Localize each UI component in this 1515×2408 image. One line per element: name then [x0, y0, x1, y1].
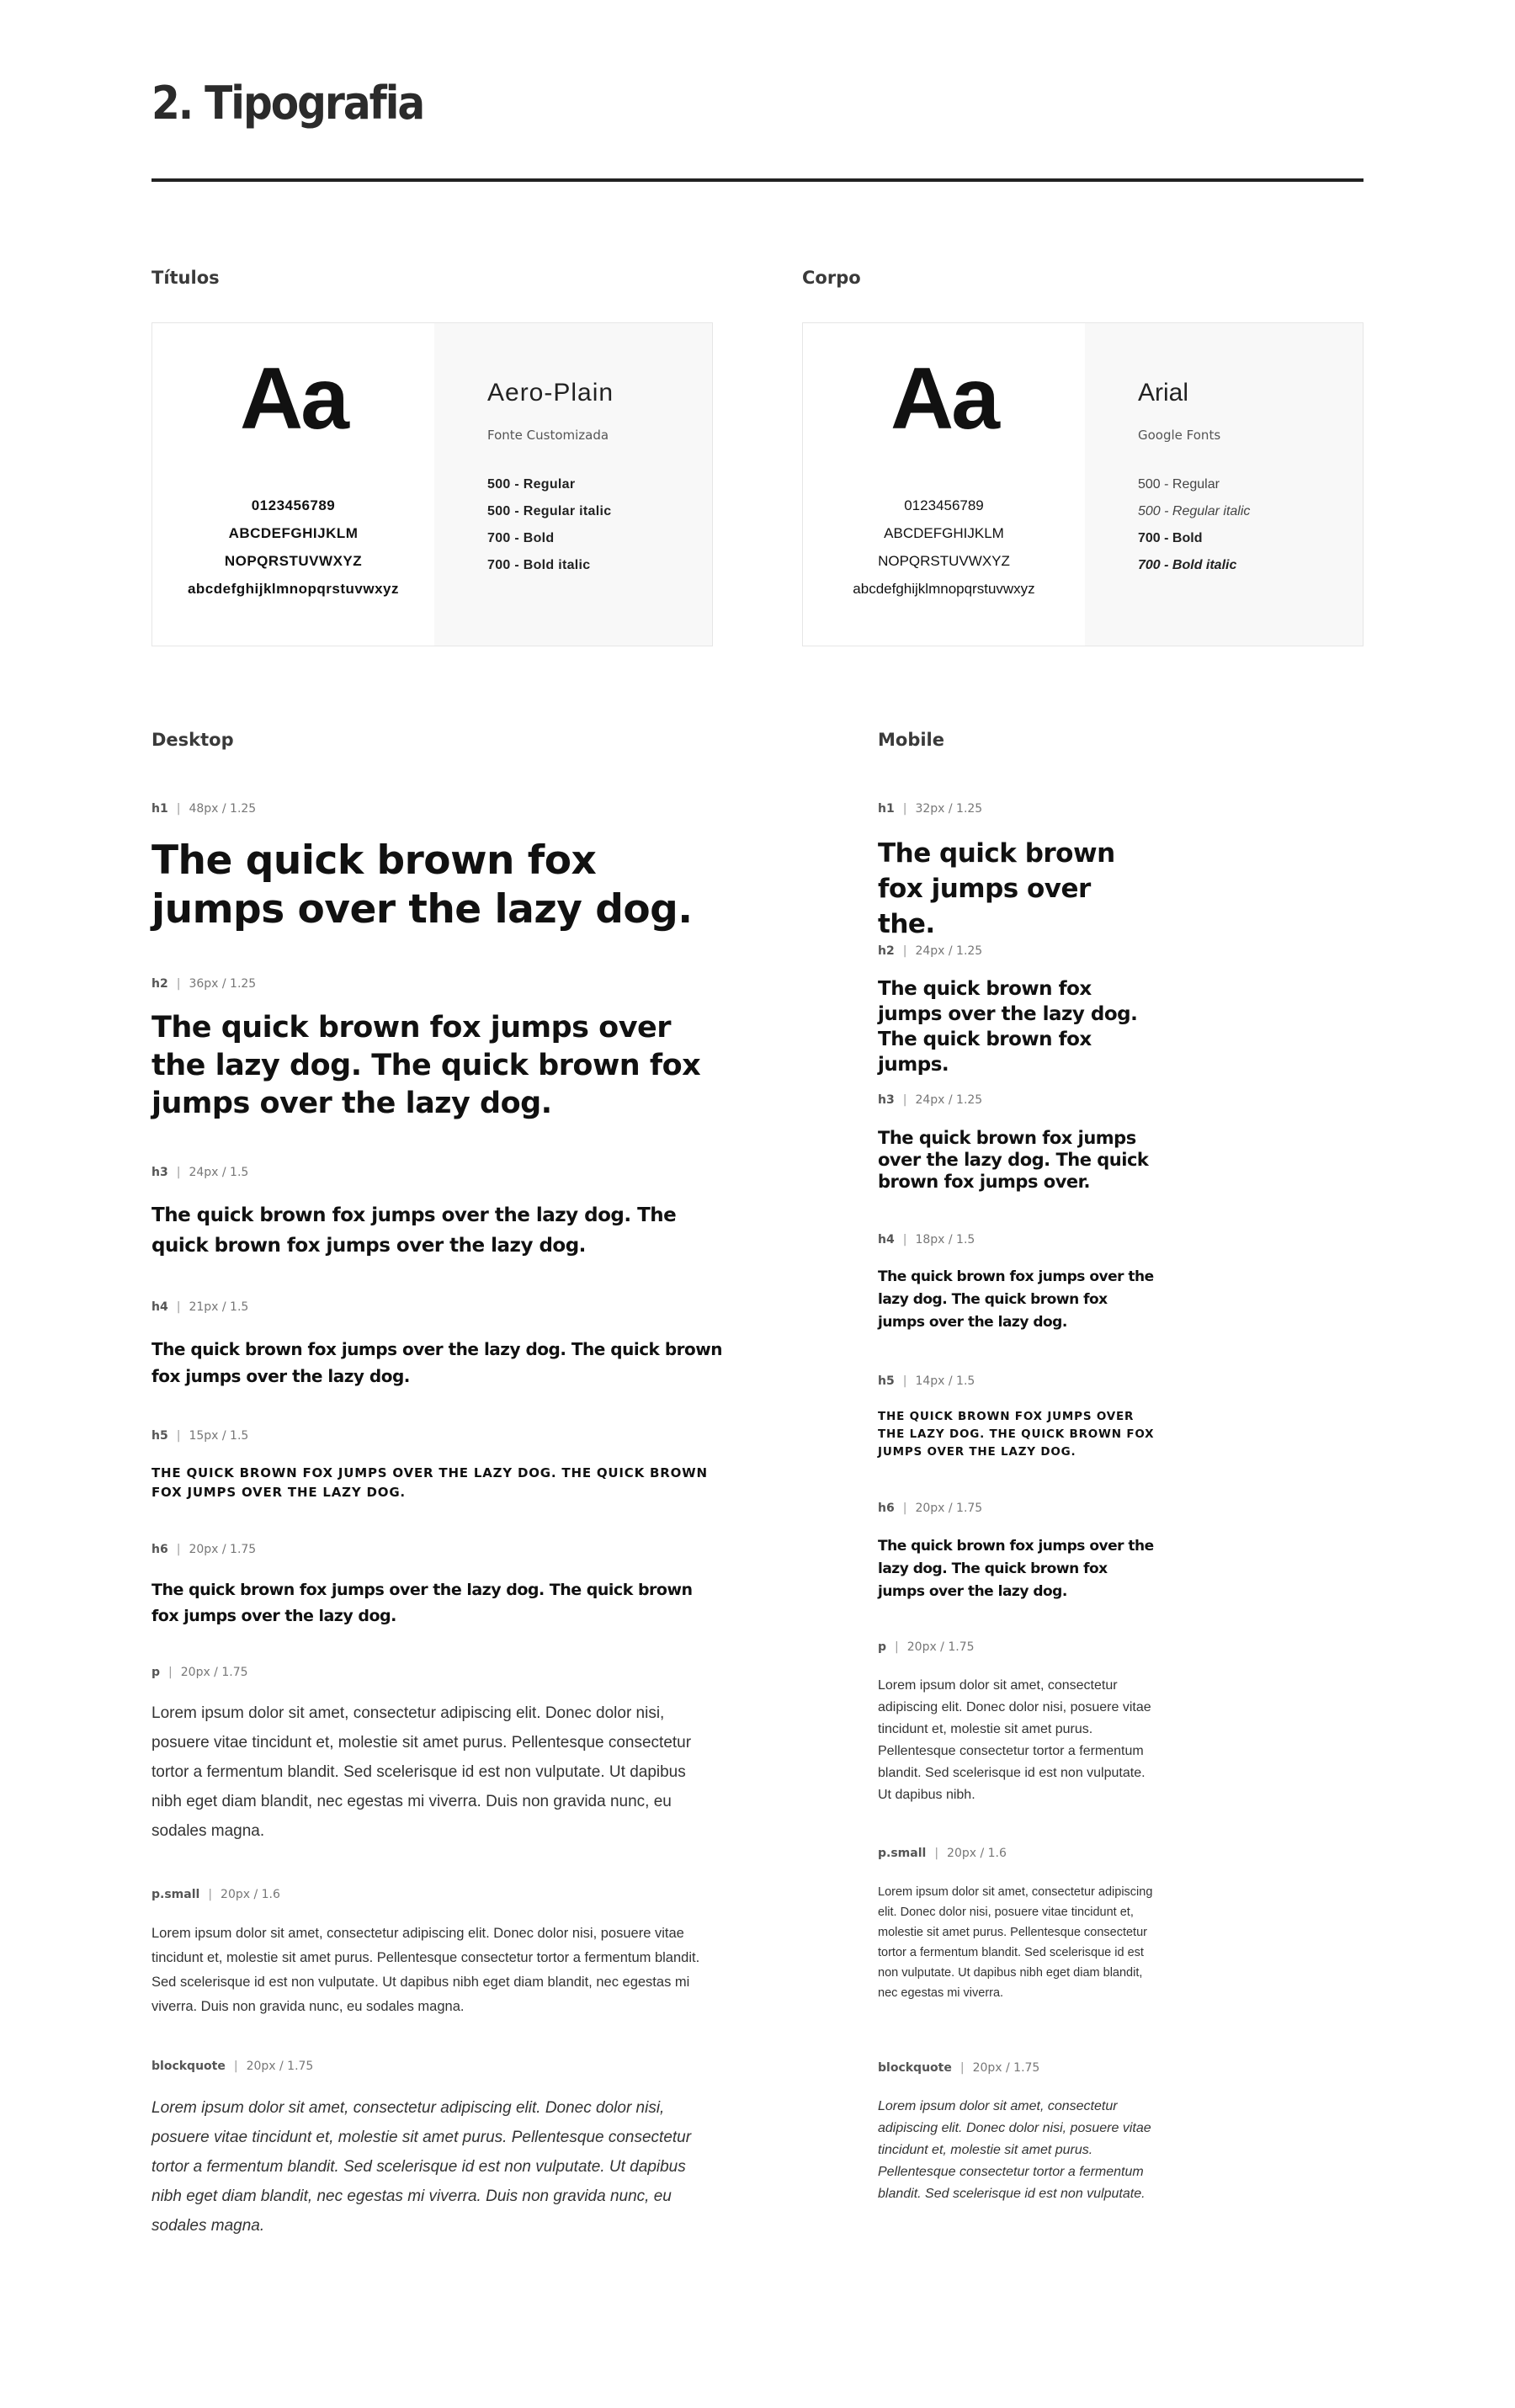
spec-tag: h2	[152, 977, 168, 991]
body-font-card	[802, 322, 1364, 646]
spec-size: 24px / 1.25	[915, 1093, 983, 1107]
mobile-p-sample: Lorem ipsum dolor sit amet, consectetur adipiscing elit. Donec dolor nisi, posuere vitae tincidunt et, molestie sit amet purus. Pellentesque consectetur tortor a fermentum blandit. Sed scelerisque id est non vulputate. Ut dapibus nibh.	[878, 1678, 1151, 1802]
headings-font-source: Fonte Customizada	[487, 428, 609, 443]
spec-separator: |	[902, 1233, 907, 1247]
mobile-h6-sample: The quick brown fox jumps over the lazy dog. The quick brown fox jumps over the lazy dog.	[878, 1538, 1154, 1600]
mobile-h4-spec	[878, 1234, 975, 1246]
mobile-h6-spec	[878, 1502, 982, 1514]
charset-line: NOPQRSTUVWXYZ	[878, 553, 1010, 569]
spec-size: 15px / 1.5	[189, 1429, 249, 1443]
body-font-info	[1085, 323, 1363, 646]
weight-item: 500 - Regular	[1138, 477, 1220, 492]
weight-item: 700 - Bold italic	[487, 558, 591, 572]
spec-tag: p	[878, 1640, 887, 1654]
spec-tag: h1	[152, 802, 168, 816]
headings-font-info	[434, 323, 712, 646]
desktop-h1-spec	[152, 803, 256, 815]
mobile-blockquote-spec	[878, 2062, 1039, 2074]
spec-tag: p.small	[152, 1888, 200, 1901]
spec-separator: |	[902, 1093, 907, 1107]
spec-tag: h6	[152, 1543, 168, 1556]
spec-separator: |	[902, 944, 907, 958]
weight-item: 700 - Bold	[487, 531, 555, 545]
spec-size: 21px / 1.5	[189, 1300, 249, 1314]
body-font-preview	[803, 323, 1085, 646]
body-font-label: Corpo	[802, 268, 861, 288]
desktop-h5-spec	[152, 1430, 248, 1442]
desktop-h5-sample: THE QUICK BROWN FOX JUMPS OVER THE LAZY DOG. THE QUICK BROWN FOX JUMPS OVER THE LAZY DOG.	[152, 1465, 708, 1500]
spec-tag: h2	[878, 944, 895, 958]
mobile-h5-spec	[878, 1375, 975, 1387]
spec-tag: blockquote	[152, 2060, 226, 2073]
title-divider	[152, 178, 1364, 182]
desktop-psmall-sample: Lorem ipsum dolor sit amet, consectetur adipiscing elit. Donec dolor nisi, posuere vitae tincidunt et, molestie sit amet purus. Pellentesque consectetur tortor a fermentum blandit. Sed scelerisque id est non vulputate. Ut dapibus nibh eget diam blandit, nec egestas mi viverra. Duis non gravida nunc, eu sodales magna.	[152, 1926, 700, 2014]
body-font-source: Google Fonts	[1138, 428, 1221, 443]
spec-separator: |	[902, 1374, 907, 1388]
spec-tag: p.small	[878, 1847, 927, 1860]
headings-font-preview	[152, 323, 434, 646]
spec-separator: |	[902, 802, 907, 816]
spec-size: 18px / 1.5	[915, 1233, 975, 1247]
spec-size: 20px / 1.75	[180, 1666, 248, 1679]
desktop-h3-sample: The quick brown fox jumps over the lazy dog. The quick brown fox jumps over the lazy dog.	[152, 1204, 677, 1257]
headings-font-name: Aero-Plain	[487, 379, 614, 407]
charset-line: ABCDEFGHIJKLM	[884, 525, 1004, 541]
spec-size: 20px / 1.6	[947, 1847, 1007, 1860]
spec-tag: h6	[878, 1502, 895, 1515]
headings-font-label: Títulos	[152, 268, 220, 288]
weight-item: 500 - Regular	[487, 477, 576, 492]
headings-font-sample: Aa	[240, 350, 347, 448]
page-title: 2. Tipografia	[152, 77, 424, 130]
mobile-h3-sample: The quick brown fox jumps over the lazy dog. The quick brown fox jumps over.	[878, 1128, 1149, 1192]
spec-separator: |	[233, 2060, 238, 2073]
spec-size: 24px / 1.25	[915, 944, 983, 958]
spec-tag: blockquote	[878, 2061, 952, 2075]
weight-item: 700 - Bold italic	[1138, 558, 1237, 572]
charset-line: ABCDEFGHIJKLM	[228, 525, 359, 541]
spec-separator: |	[960, 2061, 965, 2075]
mobile-h1-sample: The quick brown fox jumps over the.	[878, 838, 1115, 939]
weight-item: 500 - Regular italic	[487, 504, 612, 518]
desktop-label: Desktop	[152, 730, 234, 750]
spec-tag: h5	[152, 1429, 168, 1443]
spec-separator: |	[902, 1502, 907, 1515]
mobile-h1-spec	[878, 803, 982, 815]
spec-tag: h5	[878, 1374, 895, 1388]
mobile-h3-spec	[878, 1094, 982, 1106]
mobile-label: Mobile	[878, 730, 944, 750]
spec-size: 32px / 1.25	[915, 802, 983, 816]
spec-separator: |	[176, 802, 181, 816]
desktop-p-spec	[152, 1666, 248, 1678]
spec-separator: |	[176, 1166, 181, 1179]
desktop-p-sample: Lorem ipsum dolor sit amet, consectetur adipiscing elit. Donec dolor nisi, posuere vitae tincidunt et, molestie sit amet purus. Pellentesque consectetur tortor a fermentum blandit. Sed scelerisque id est non vulputate. Ut dapibus nibh eget diam blandit, nec egestas mi viverra. Duis non gravida nunc, eu sodales magna.	[152, 1704, 692, 1840]
spec-size: 24px / 1.5	[189, 1166, 249, 1179]
mobile-psmall-spec	[878, 1847, 1007, 1859]
desktop-h2-spec	[152, 978, 256, 990]
charset-line: abcdefghijklmnopqrstuvwxyz	[187, 581, 400, 597]
spec-tag: h3	[152, 1166, 168, 1179]
desktop-h6-sample: The quick brown fox jumps over the lazy dog. The quick brown fox jumps over the lazy dog.	[152, 1581, 693, 1625]
spec-tag: p	[152, 1666, 161, 1679]
spec-size: 20px / 1.75	[906, 1640, 975, 1654]
body-font-charset	[803, 492, 1085, 603]
spec-size: 14px / 1.5	[915, 1374, 975, 1388]
mobile-h2-sample: The quick brown fox jumps over the lazy dog. The quick brown fox jumps.	[878, 978, 1138, 1076]
desktop-blockquote-sample: Lorem ipsum dolor sit amet, consectetur adipiscing elit. Donec dolor nisi, posuere vitae tincidunt et, molestie sit amet purus. Pellentesque consectetur tortor a fermentum blandit. Sed scelerisque id est non vulputate. Ut dapibus nibh eget diam blandit, nec egestas mi viverra. Duis non gravida nunc, eu sodales magna.	[152, 2099, 692, 2235]
spec-size: 20px / 1.75	[915, 1502, 983, 1515]
headings-font-charset	[152, 492, 434, 603]
desktop-h4-spec	[152, 1301, 248, 1313]
body-font-weights	[1138, 471, 1250, 579]
spec-separator: |	[168, 1666, 173, 1679]
desktop-h1-sample: The quick brown fox jumps over the lazy dog.	[152, 837, 693, 933]
spec-tag: h3	[878, 1093, 895, 1107]
spec-tag: h1	[878, 802, 895, 816]
desktop-h3-spec	[152, 1167, 248, 1178]
mobile-p-spec	[878, 1641, 975, 1653]
mobile-h2-spec	[878, 945, 982, 957]
mobile-h5-sample: THE QUICK BROWN FOX JUMPS OVER THE LAZY DOG. THE QUICK BROWN FOX JUMPS OVER THE LAZY DOG.	[878, 1410, 1155, 1459]
body-font-sample: Aa	[890, 350, 997, 448]
charset-line: 0123456789	[904, 497, 984, 513]
desktop-h4-sample: The quick brown fox jumps over the lazy dog. The quick brown fox jumps over the lazy dog.	[152, 1339, 722, 1386]
mobile-blockquote-sample: Lorem ipsum dolor sit amet, consectetur adipiscing elit. Donec dolor nisi, posuere vitae tincidunt et, molestie sit amet purus. Pellentesque consectetur tortor a fermentum blandit. Sed scelerisque id est non vulputate.	[878, 2099, 1151, 2201]
charset-line: 0123456789	[251, 497, 336, 513]
headings-font-weights	[487, 471, 611, 579]
spec-separator: |	[176, 977, 181, 991]
desktop-blockquote-spec	[152, 2060, 313, 2072]
spec-separator: |	[934, 1847, 939, 1860]
spec-size: 20px / 1.75	[189, 1543, 257, 1556]
spec-size: 20px / 1.75	[972, 2061, 1040, 2075]
headings-font-card	[152, 322, 713, 646]
charset-line: NOPQRSTUVWXYZ	[224, 553, 363, 569]
body-font-name: Arial	[1138, 379, 1189, 407]
spec-size: 20px / 1.75	[246, 2060, 314, 2073]
charset-line: abcdefghijklmnopqrstuvwxyz	[853, 581, 1035, 597]
spec-size: 20px / 1.6	[221, 1888, 280, 1901]
weight-item: 700 - Bold	[1138, 531, 1203, 545]
spec-separator: |	[176, 1300, 181, 1314]
spec-tag: h4	[878, 1233, 895, 1247]
spec-size: 48px / 1.25	[189, 802, 257, 816]
spec-separator: |	[176, 1543, 181, 1556]
mobile-psmall-sample: Lorem ipsum dolor sit amet, consectetur adipiscing elit. Donec dolor nisi, posuere vitae tincidunt et, molestie sit amet purus. Pellentesque consectetur tortor a fermentum blandit. Sed scelerisque id est non vulputate. Ut dapibus nibh eget diam blandit, nec egestas mi viverra.	[878, 1885, 1153, 2000]
spec-separator: |	[176, 1429, 181, 1443]
desktop-h2-sample: The quick brown fox jumps over the lazy dog. The quick brown fox jumps over the lazy dog.	[152, 1011, 701, 1120]
spec-separator: |	[208, 1888, 213, 1901]
desktop-h6-spec	[152, 1544, 256, 1555]
mobile-h4-sample: The quick brown fox jumps over the lazy dog. The quick brown fox jumps over the lazy dog.	[878, 1268, 1154, 1331]
desktop-psmall-spec	[152, 1889, 280, 1900]
weight-item: 500 - Regular italic	[1138, 504, 1251, 518]
spec-separator: |	[895, 1640, 899, 1654]
spec-tag: h4	[152, 1300, 168, 1314]
spec-size: 36px / 1.25	[189, 977, 257, 991]
